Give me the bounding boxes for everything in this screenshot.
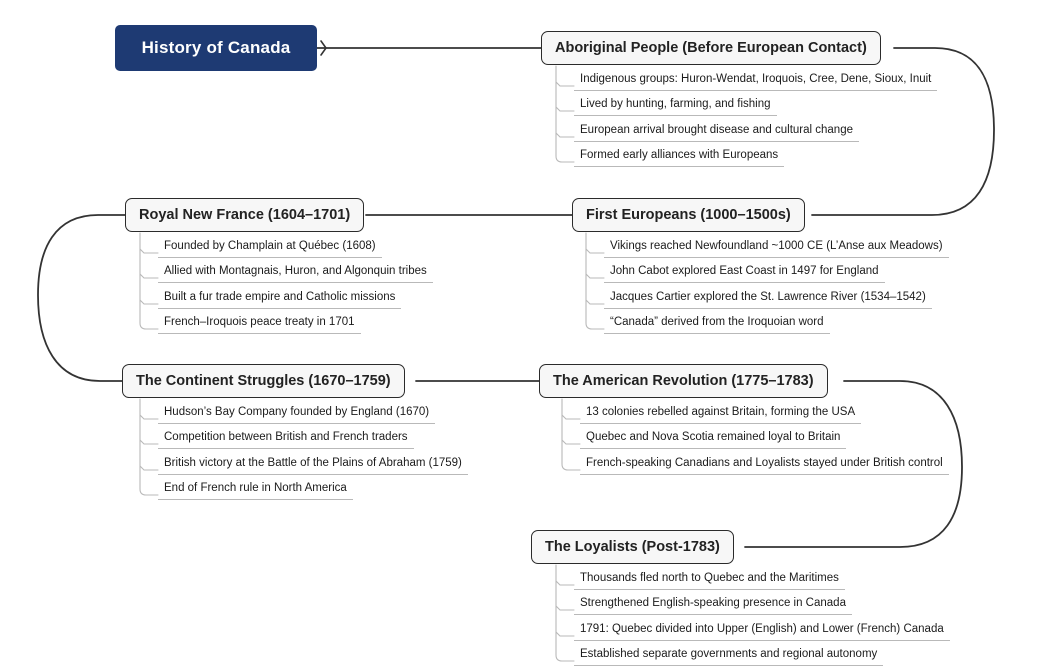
list-item[interactable]: Formed early alliances with Europeans <box>574 148 784 167</box>
list-item[interactable]: 1791: Quebec divided into Upper (English) and Lower (French) Canada <box>574 622 950 641</box>
leaf-elbow-american-revolution-1 <box>562 415 580 419</box>
branch-node-aboriginal-people[interactable] <box>541 31 881 65</box>
branch-node-label: Royal New France (1604–1701) <box>139 207 351 223</box>
leaf-elbow-loyalists-3 <box>556 632 574 636</box>
list-item[interactable]: French-speaking Canadians and Loyalists stayed under British control <box>580 456 949 475</box>
leaf-elbow-first-europeans-2 <box>586 274 604 278</box>
list-item[interactable]: Founded by Champlain at Québec (1608) <box>158 239 382 258</box>
leaf-spine-american-revolution <box>562 399 580 470</box>
branch-node-label: Aboriginal People (Before European Contact) <box>555 40 867 56</box>
list-item[interactable]: Hudson’s Bay Company founded by England (1670) <box>158 405 435 424</box>
list-item[interactable]: Quebec and Nova Scotia remained loyal to Britain <box>580 430 846 449</box>
leaf-spine-royal-new-france <box>140 233 158 329</box>
list-item[interactable]: British victory at the Battle of the Plains of Abraham (1759) <box>158 456 468 475</box>
arrow-marker-root <box>321 41 326 55</box>
branch-node-label: The American Revolution (1775–1783) <box>553 373 814 389</box>
list-item[interactable]: Vikings reached Newfoundland ~1000 CE (L’Anse aux Meadows) <box>604 239 949 258</box>
leaf-elbow-loyalists-2 <box>556 606 574 610</box>
list-item[interactable]: Competition between British and French traders <box>158 430 414 449</box>
branch-node-label: First Europeans (1000–1500s) <box>586 207 791 223</box>
list-item[interactable]: Allied with Montagnais, Huron, and Algonquin tribes <box>158 264 433 283</box>
leaf-spine-first-europeans <box>586 233 604 329</box>
branch-node-label: The Loyalists (Post-1783) <box>545 539 720 555</box>
leaf-elbow-continent-struggles-3 <box>140 466 158 470</box>
list-item[interactable]: Lived by hunting, farming, and fishing <box>574 97 777 116</box>
branch-node-continent-struggles[interactable] <box>122 364 405 398</box>
leaf-elbow-aboriginal-1 <box>556 82 574 86</box>
list-item[interactable]: “Canada” derived from the Iroquoian word <box>604 315 830 334</box>
root-node-label: History of Canada <box>141 38 291 57</box>
list-item[interactable]: Thousands fled north to Quebec and the Maritimes <box>574 571 845 590</box>
list-item[interactable]: Strengthened English-speaking presence in Canada <box>574 596 852 615</box>
leaf-elbow-royal-new-france-3 <box>140 300 158 304</box>
branch-node-label: The Continent Struggles (1670–1759) <box>136 373 391 389</box>
leaf-spine-aboriginal <box>556 66 574 162</box>
list-item[interactable]: European arrival brought disease and cultural change <box>574 123 859 142</box>
list-item[interactable]: 13 colonies rebelled against Britain, forming the USA <box>580 405 861 424</box>
leaf-elbow-loyalists-1 <box>556 581 574 585</box>
leaf-elbow-continent-struggles-2 <box>140 440 158 444</box>
leaf-spine-continent-struggles <box>140 399 158 495</box>
leaf-elbow-continent-struggles-1 <box>140 415 158 419</box>
leaf-elbow-first-europeans-1 <box>586 249 604 253</box>
branch-node-loyalists[interactable] <box>531 530 734 564</box>
root-node-history-of-canada[interactable] <box>115 25 317 71</box>
list-item[interactable]: John Cabot explored East Coast in 1497 for England <box>604 264 885 283</box>
branch-node-first-europeans[interactable] <box>572 198 805 232</box>
leaf-elbow-royal-new-france-1 <box>140 249 158 253</box>
edge-royal-new-france-to-continent-struggles <box>38 215 125 381</box>
list-item[interactable]: Built a fur trade empire and Catholic missions <box>158 290 401 309</box>
list-item[interactable]: End of French rule in North America <box>158 481 353 500</box>
leaf-elbow-aboriginal-3 <box>556 133 574 137</box>
branch-node-american-revolution[interactable] <box>539 364 828 398</box>
branch-node-royal-new-france[interactable] <box>125 198 364 232</box>
leaf-elbow-first-europeans-3 <box>586 300 604 304</box>
list-item[interactable]: Jacques Cartier explored the St. Lawrence River (1534–1542) <box>604 290 932 309</box>
list-item[interactable]: French–Iroquois peace treaty in 1701 <box>158 315 361 334</box>
list-item[interactable]: Established separate governments and regional autonomy <box>574 647 883 666</box>
list-item[interactable]: Indigenous groups: Huron-Wendat, Iroquois, Cree, Dene, Sioux, Inuit <box>574 72 937 91</box>
leaf-elbow-american-revolution-2 <box>562 440 580 444</box>
leaf-elbow-royal-new-france-2 <box>140 274 158 278</box>
leaf-spine-loyalists <box>556 565 574 661</box>
leaf-elbow-aboriginal-2 <box>556 107 574 111</box>
